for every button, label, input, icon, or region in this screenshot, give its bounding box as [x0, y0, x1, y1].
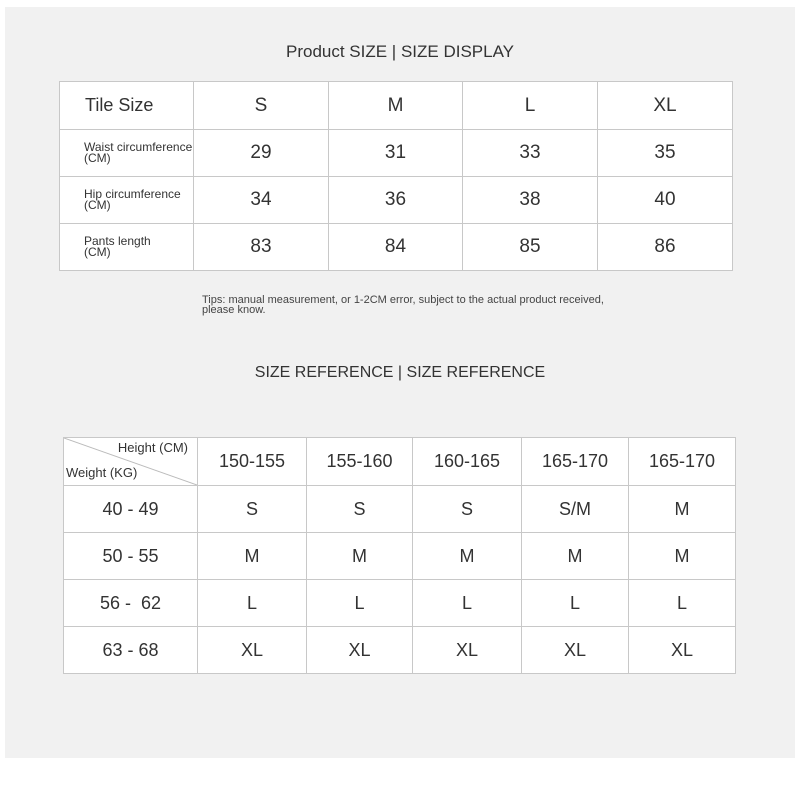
table-cell: L — [198, 580, 307, 627]
row-label-unit: (CM) — [84, 151, 111, 165]
bottom-blank-strip — [0, 758, 800, 800]
waist-label — [60, 130, 194, 177]
table-cell: XL — [307, 627, 413, 674]
table-cell: M — [413, 533, 522, 580]
table-cell: 40 — [598, 177, 733, 224]
table-row — [60, 224, 733, 271]
table-row — [64, 486, 736, 533]
table-cell: XL — [522, 627, 629, 674]
table-header-row — [64, 438, 736, 486]
tips-line: Tips: manual measurement, or 1-2CM error, subject to the actual product received, — [202, 294, 604, 306]
measurement-tips — [202, 295, 662, 315]
size-display-table — [59, 81, 733, 271]
size-reference-table — [63, 437, 736, 674]
size-header-xl: XL — [598, 82, 733, 130]
row-label-unit: (CM) — [84, 245, 111, 259]
table-cell: 84 — [329, 224, 463, 271]
table-cell: L — [522, 580, 629, 627]
table-cell: L — [413, 580, 522, 627]
table-cell: M — [629, 486, 736, 533]
height-header: 160-165 — [413, 438, 522, 486]
table-cell: S — [307, 486, 413, 533]
size-header-l: L — [463, 82, 598, 130]
table-cell: 83 — [194, 224, 329, 271]
table-row — [64, 533, 736, 580]
table-cell: XL — [629, 627, 736, 674]
table-cell: 38 — [463, 177, 598, 224]
table-cell: 85 — [463, 224, 598, 271]
table-cell: 35 — [598, 130, 733, 177]
table-cell: 36 — [329, 177, 463, 224]
table-cell: XL — [413, 627, 522, 674]
table-cell: 86 — [598, 224, 733, 271]
height-header: 165-170 — [522, 438, 629, 486]
table-cell: M — [629, 533, 736, 580]
row-label-text: Hip circumference — [84, 187, 181, 201]
table-row — [60, 130, 733, 177]
size-header-m: M — [329, 82, 463, 130]
pants-length-label — [60, 224, 194, 271]
hip-label — [60, 177, 194, 224]
row-label-text: Waist circumference — [84, 140, 193, 154]
table-cell: 31 — [329, 130, 463, 177]
table-header-row — [60, 82, 733, 130]
weight-range-cell: 63 - 68 — [64, 627, 198, 674]
table-row — [60, 177, 733, 224]
height-header: 155-160 — [307, 438, 413, 486]
table-cell: S — [413, 486, 522, 533]
table-cell: S/M — [522, 486, 629, 533]
weight-range-cell: 40 - 49 — [64, 486, 198, 533]
table-cell: 34 — [194, 177, 329, 224]
table-cell: S — [198, 486, 307, 533]
height-axis-label: Height (CM) — [117, 440, 188, 455]
height-header: 165-170 — [629, 438, 736, 486]
corner-header-cell — [64, 438, 198, 486]
weight-range-cell: 56 - 62 — [64, 580, 198, 627]
table-cell: M — [307, 533, 413, 580]
tile-size-header: Tile Size — [60, 82, 194, 130]
row-label-text: Pants length — [84, 234, 151, 248]
table-cell: M — [198, 533, 307, 580]
row-label-unit: (CM) — [84, 198, 111, 212]
weight-axis-label: Weight (KG) — [66, 465, 138, 480]
size-header-s: S — [194, 82, 329, 130]
table-cell: 29 — [194, 130, 329, 177]
table-cell: L — [307, 580, 413, 627]
table-cell: 33 — [463, 130, 598, 177]
tips-line: please know. — [202, 304, 266, 316]
table-cell: XL — [198, 627, 307, 674]
table-cell: L — [629, 580, 736, 627]
table-cell: M — [522, 533, 629, 580]
weight-range-cell: 50 - 55 — [64, 533, 198, 580]
height-header: 150-155 — [198, 438, 307, 486]
table-row — [64, 580, 736, 627]
size-chart-panel — [5, 7, 795, 758]
table-row — [64, 627, 736, 674]
size-display-title: Product SIZE | SIZE DISPLAY — [285, 42, 514, 61]
size-reference-title: SIZE REFERENCE | SIZE REFERENCE — [254, 364, 546, 381]
